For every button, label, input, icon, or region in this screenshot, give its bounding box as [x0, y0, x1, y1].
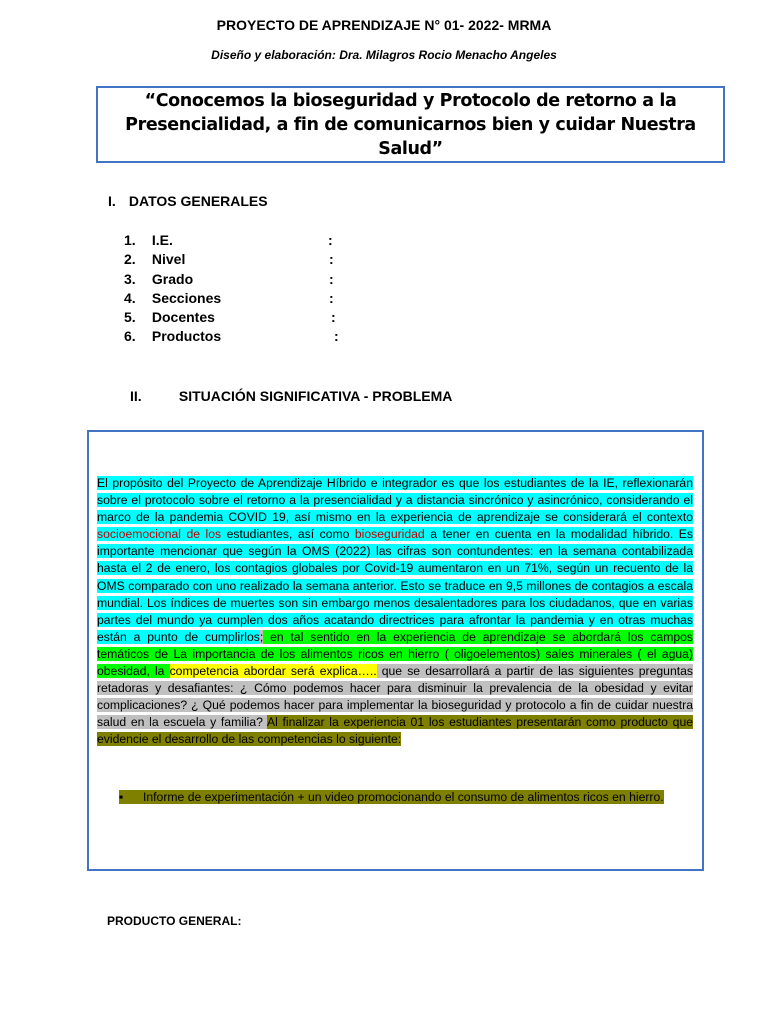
bullet-text: Informe de experimentación + un video promocionando el consumo de alimentos ricos en hierro. — [143, 790, 664, 804]
item-number: 4. — [124, 290, 136, 306]
document-author: Diseño y elaboración: Dra. Milagros Rocio Menacho Angeles — [211, 48, 557, 62]
situation-paragraph — [97, 475, 693, 749]
item-colon: : — [329, 251, 334, 267]
data-item-ie — [124, 232, 333, 248]
item-label: Docentes — [151, 309, 215, 325]
paragraph-segment-red: socioemocional de los — [97, 527, 222, 542]
document-title: PROYECTO DE APRENDIZAJE N° 01- 2022- MRMA — [216, 17, 552, 33]
item-number: 5. — [124, 309, 136, 325]
paragraph-segment-red: bioseguridad — [354, 527, 425, 542]
paragraph-segment-yellow: competencia abordar será explica….. — [169, 664, 377, 679]
paragraph-segment-green: en tal sentido en la experiencia de aprendizaje se abordará los campos temáticos de La importancia de los alimentos ricos en hierro ( oligoelementos) sales minerales ( el agua) obesidad, la — [97, 629, 693, 679]
data-item-secciones — [124, 290, 334, 306]
section-number: I. — [108, 193, 116, 209]
item-colon: : — [329, 271, 334, 287]
square-bullet-icon: ▪ — [119, 790, 143, 804]
data-item-docentes — [124, 309, 336, 325]
section-title: DATOS GENERALES — [128, 193, 268, 209]
product-bullet-item — [119, 790, 664, 804]
data-item-nivel — [124, 251, 334, 267]
section-heading-datos-generales — [108, 193, 268, 209]
item-label: I.E. — [151, 232, 173, 248]
data-item-productos — [124, 328, 339, 344]
item-label: Productos — [151, 328, 222, 344]
item-colon: : — [329, 290, 334, 306]
item-number: 1. — [124, 232, 136, 248]
paragraph-segment-olive: Al finalizar la experiencia 01 los estudiantes presentarán como producto que evidencie el desarrollo de las competencias lo siguiente: — [97, 715, 694, 747]
paragraph-segment: estudiantes, así como — [221, 527, 355, 542]
item-label: Nivel — [151, 251, 186, 267]
item-colon: : — [328, 232, 333, 248]
paragraph-segment-gray: que se desarrollará a partir de las siguientes preguntas retadoras y desafiantes: ¿ Cómo podemos hacer para disminuir la prevalencia de la obesidad y evitar complicaciones? ¿ Qué podemos hacer para implementar la bioseguridad y protocolo a fin de cuidar nuestra salud en la escuela y familia? — [97, 664, 693, 730]
section-number: II. — [130, 388, 142, 404]
section-title: SITUACIÓN SIGNIFICATIVA - PROBLEMA — [178, 388, 453, 404]
item-label: Grado — [151, 271, 194, 287]
item-number: 6. — [124, 328, 136, 344]
data-item-grado — [124, 271, 334, 287]
project-title: “Conocemos la bioseguridad y Protocolo de retorno a la Presencialidad, a fin de comunicarnos bien y cuidar Nuestra Salud” — [125, 90, 696, 159]
item-number: 3. — [124, 271, 136, 287]
item-colon: : — [334, 328, 339, 344]
item-colon: : — [331, 309, 336, 325]
project-title-box — [96, 86, 725, 163]
paragraph-segment-gray: ; — [259, 629, 264, 644]
section-heading-situacion-significativa — [130, 388, 452, 404]
item-number: 2. — [124, 251, 136, 267]
paragraph-segment: El propósito del Proyecto de Aprendizaje Híbrido e integrador es que los estudiantes de la IE, reflexionarán sobre el protocolo sobre el retorno a la presencialidad y a distancia sincrónico y asincrónico, considerando el marco de la pandemia COVID 19, así mismo en la experiencia de aprendizaje se considerará el contexto — [97, 476, 693, 525]
paragraph-segment: a tener en cuenta en la modalidad híbrido. Es importante mencionar que según la OMS (2022) las cifras son contundentes: en la semana contabilizada hasta el 2 de enero, los contagios globales por Covid-19 aumentaron en un 71%, según un recuento de la OMS comparado con uno realizado la semana anterior. Esto se traduce en 9,5 millones de contagios a escala mundial. Los índices de muertes son sin embargo menos desalentadores para los ciudadanos, que en varias partes del mundo ya cumplen dos años acatando directrices para afrontar la pandemia y en otras muchas están a punto de cumplirlos — [97, 527, 694, 644]
product-general-label: PRODUCTO GENERAL: — [107, 914, 242, 928]
item-label: Secciones — [151, 290, 222, 306]
